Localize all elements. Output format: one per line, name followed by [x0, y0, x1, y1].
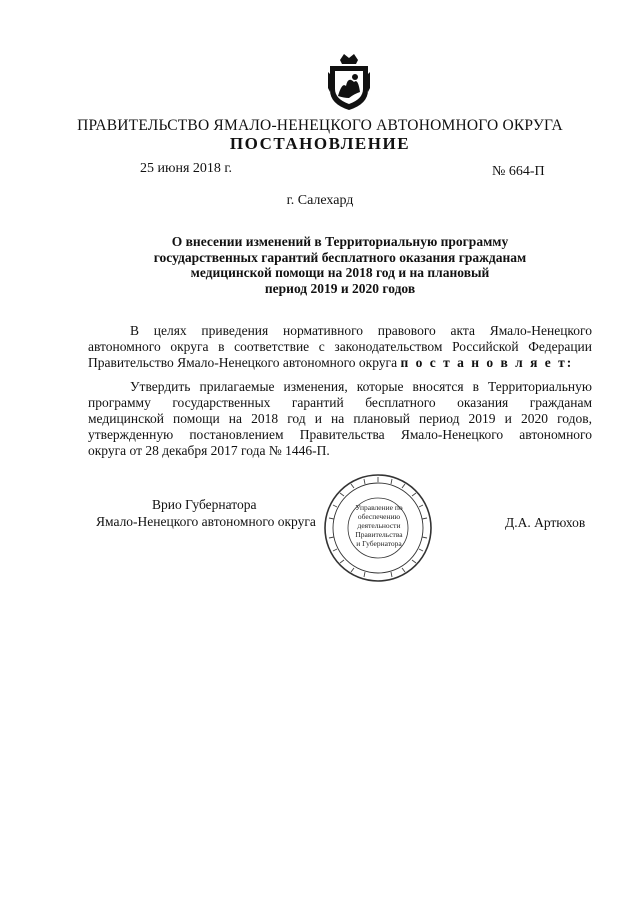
subject-line: О внесении изменений в Территориальную программу: [171, 234, 509, 249]
subject-line: медицинской помощи на 2018 год и на плановый: [190, 265, 490, 280]
paragraph-line: округа от 28 декабря 2017 года № 1446-П.: [88, 443, 330, 458]
stamp-line: Правительства: [355, 530, 403, 539]
signatory-role: Врио Губернатора: [152, 497, 257, 512]
paragraph-line-text: Правительство Ямало-Ненецкого автономного округа: [88, 355, 398, 370]
paragraph-line: программу государственных гарантий бесплатного оказания гражданам: [88, 395, 592, 410]
paragraph-line: автономного округа в соответствие с законодательством Российской Федерации: [88, 339, 592, 354]
coat-of-arms-icon: [326, 52, 372, 112]
stamp-line: и Губернатора: [356, 539, 402, 548]
document-number: № 664-П: [492, 164, 545, 179]
subject-line: государственных гарантий бесплатного оказания гражданам: [153, 249, 527, 265]
paragraph-line: Утвердить прилагаемые изменения, которые вносятся в Территориальную: [130, 379, 592, 394]
stamp-line: обеспечению: [357, 512, 401, 521]
signatory-name: Д.А. Артюхов: [505, 515, 586, 530]
signatory-region: Ямало-Ненецкого автономного округа: [96, 514, 316, 529]
stamp-line: Управление по: [355, 503, 403, 512]
government-title: ПРАВИТЕЛЬСТВО ЯМАЛО-НЕНЕЦКОГО АВТОНОМНОГО ОКРУГА: [77, 117, 563, 134]
preamble-paragraph: [88, 323, 592, 371]
paragraph-line: медицинской помощи на 2018 год и на плановый период 2019 и 2020 годов,: [88, 411, 592, 426]
stamp-line: деятельности: [357, 521, 401, 530]
document-date: 25 июня 2018 г.: [140, 161, 233, 176]
document-type: ПОСТАНОВЛЕНИЕ: [229, 134, 411, 153]
subject-line: период 2019 и 2020 годов: [264, 280, 416, 296]
resolves-text: п о с т а н о в л я е т:: [400, 355, 574, 370]
document-subject: [120, 234, 560, 296]
paragraph-line: В целях приведения нормативного правового акта Ямало-Ненецкого: [130, 323, 592, 338]
document-city: г. Салехард: [286, 193, 354, 208]
stamp-text: [338, 503, 420, 548]
paragraph-line: утвержденную постановлением Правительства Ямало-Ненецкого автономного: [88, 427, 592, 442]
paragraph-line: [88, 355, 592, 371]
operative-paragraph: [88, 379, 592, 459]
